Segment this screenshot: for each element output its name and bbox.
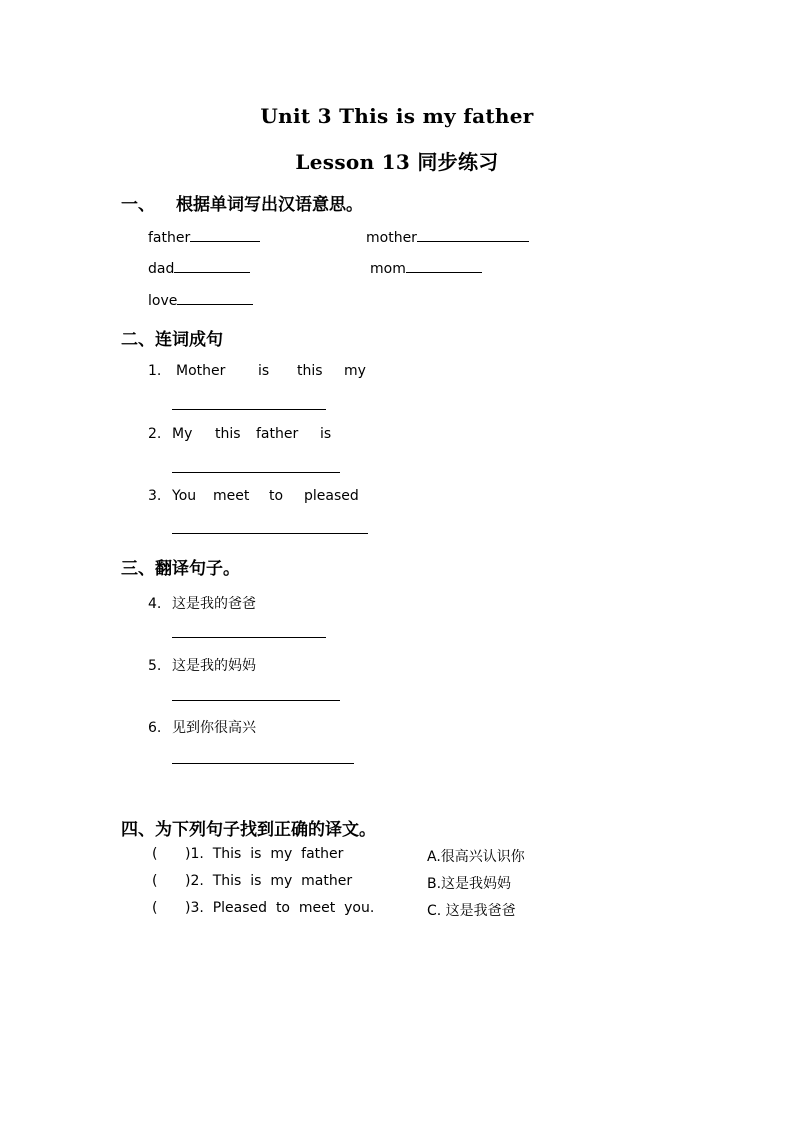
section-1-title: 根据单词写出汉语意思。 [176, 195, 363, 215]
section-4-heading: 四、为下列句子找到正确的译文。 [121, 820, 376, 840]
answer-blank[interactable] [190, 228, 260, 242]
vocab-word: love [148, 293, 178, 309]
match-paren[interactable]: ( [152, 900, 158, 916]
match-answer: C. 这是我爸爸 [427, 903, 516, 919]
translate-item-5 [148, 655, 256, 675]
match-question: )2. This is my mather [185, 873, 353, 889]
item-number: 6. [148, 720, 162, 736]
item-number: 3. [148, 488, 162, 504]
answer-line[interactable] [172, 409, 326, 410]
match-question: )1. This is my father [185, 846, 344, 862]
vocab-item-mother [366, 228, 529, 246]
translate-item-4 [148, 593, 256, 613]
item-number: 4. [148, 596, 162, 612]
scramble-word: my [344, 363, 366, 379]
vocab-item-mom [370, 259, 482, 277]
vocab-word: mother [366, 230, 417, 246]
scramble-item-2 [148, 426, 331, 442]
vocab-word: mom [370, 261, 406, 277]
scramble-word: meet [213, 488, 250, 504]
vocab-word: dad [148, 261, 175, 277]
scramble-item-3 [148, 488, 359, 504]
section-1-number: 一、 [121, 195, 155, 215]
vocab-item-father [148, 228, 260, 246]
match-question: )3. Pleased to meet you. [185, 900, 375, 916]
match-answer: B.这是我妈妈 [427, 876, 512, 892]
scramble-word: You [172, 488, 197, 504]
item-number: 2. [148, 426, 162, 442]
vocab-item-love [148, 291, 253, 309]
answer-line[interactable] [172, 700, 340, 701]
item-number: 5. [148, 658, 162, 674]
translate-text: 见到你很高兴 [172, 720, 256, 736]
scramble-word: to [269, 488, 284, 504]
vocab-word: father [148, 230, 191, 246]
answer-line[interactable] [172, 637, 326, 638]
scramble-word: this [215, 426, 241, 442]
scramble-item-1 [148, 363, 366, 379]
page-subtitle: Lesson 13 同步练习 [295, 150, 499, 174]
section-2-heading: 二、连词成句 [121, 330, 223, 350]
item-number: 1. [148, 363, 162, 379]
answer-blank[interactable] [177, 291, 253, 305]
vocab-item-dad [148, 259, 250, 277]
scramble-word: Mother [176, 363, 226, 379]
translate-text: 这是我的妈妈 [172, 658, 256, 674]
scramble-word: this [297, 363, 323, 379]
match-paren[interactable]: ( [152, 873, 158, 889]
scramble-word: father [256, 426, 299, 442]
answer-blank[interactable] [417, 228, 529, 242]
answer-line[interactable] [172, 533, 368, 534]
scramble-word: pleased [304, 488, 359, 504]
translate-text: 这是我的爸爸 [172, 596, 256, 612]
section-3-heading: 三、翻译句子。 [121, 559, 240, 579]
answer-blank[interactable] [174, 259, 250, 273]
scramble-word: My [172, 426, 193, 442]
scramble-word: is [320, 426, 332, 442]
translate-item-6 [148, 717, 256, 737]
answer-line[interactable] [172, 763, 354, 764]
match-answer: A.很高兴认识你 [427, 849, 525, 865]
answer-line[interactable] [172, 472, 340, 473]
match-paren[interactable]: ( [152, 846, 158, 862]
answer-blank[interactable] [406, 259, 482, 273]
scramble-word: is [258, 363, 270, 379]
page-title: Unit 3 This is my father [260, 104, 534, 128]
